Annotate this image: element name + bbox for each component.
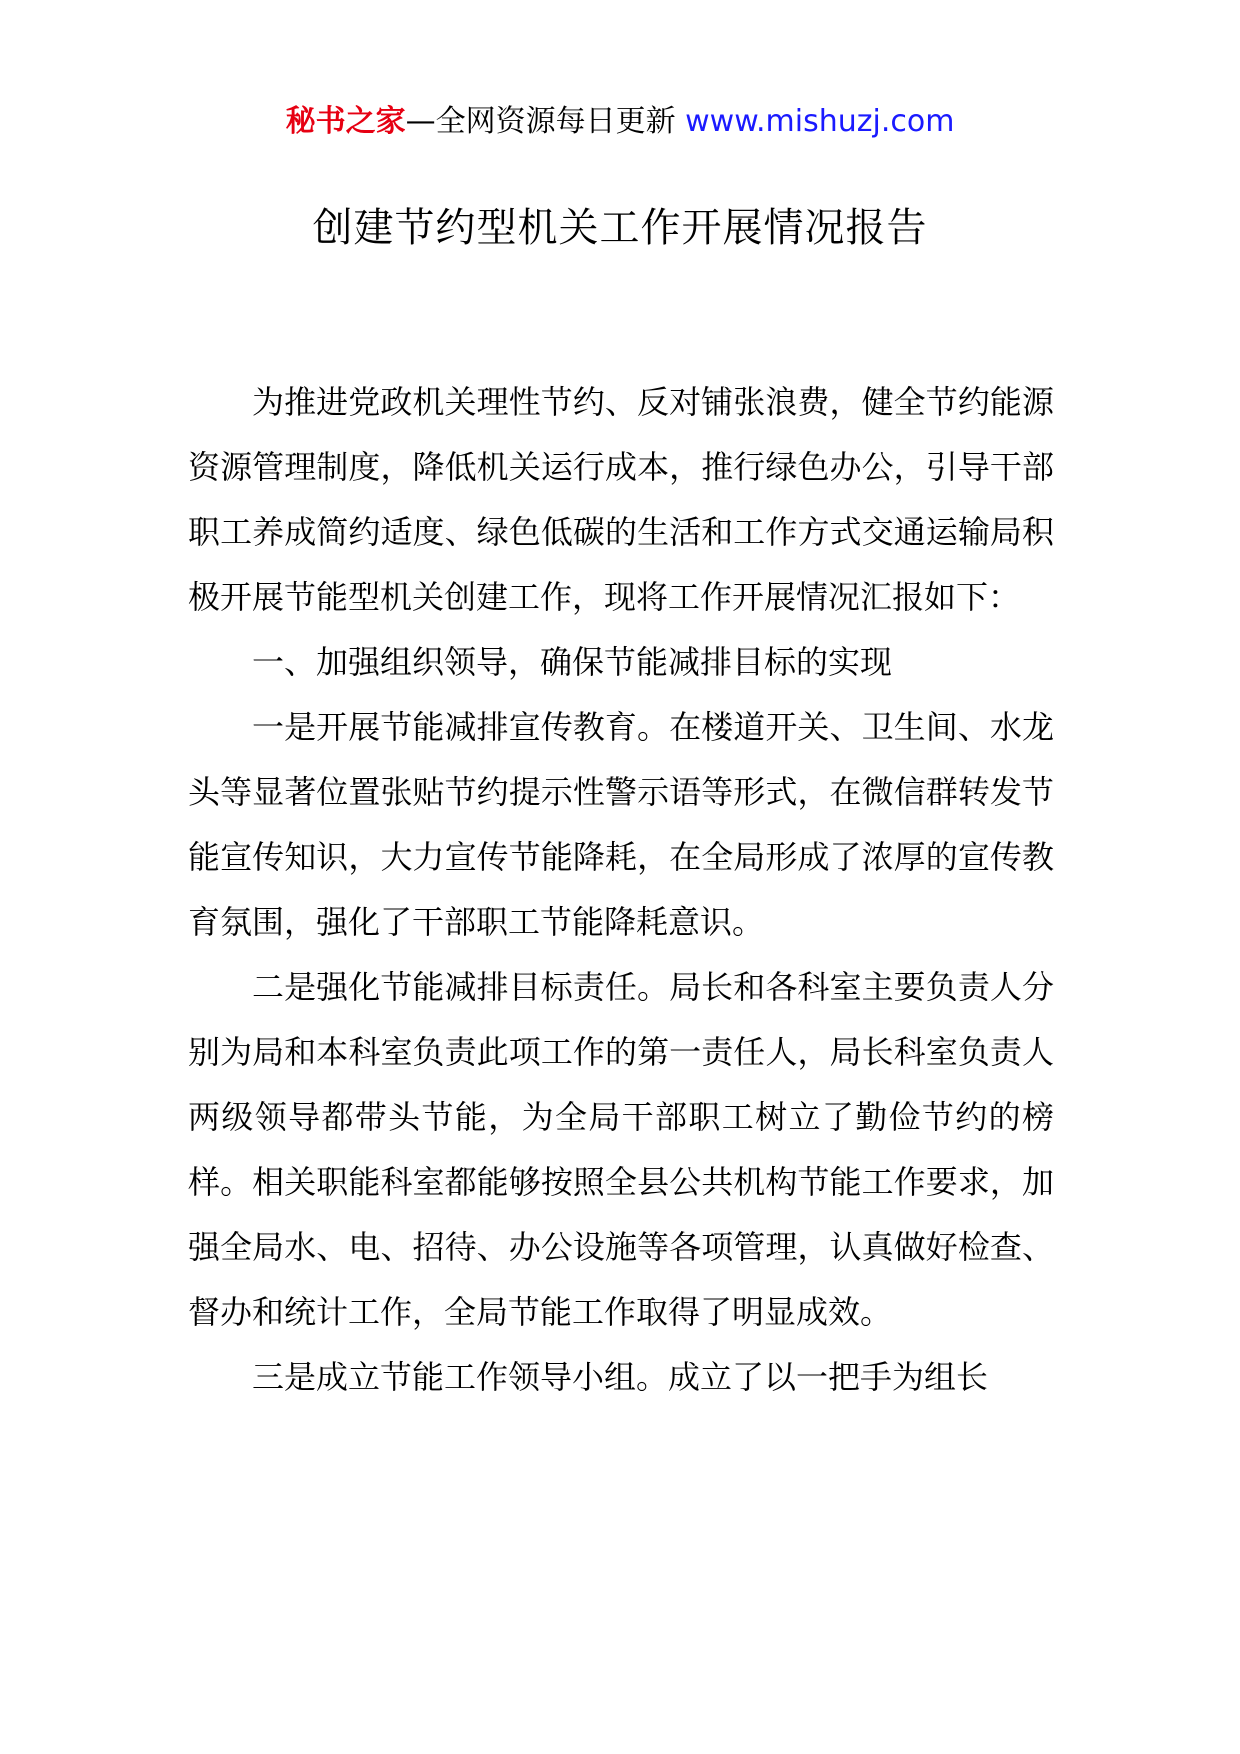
section-heading-1: 一、加强组织领导，确保节能减排目标的实现	[252, 643, 893, 681]
document-title: 创建节约型机关工作开展情况报告	[312, 205, 928, 251]
paragraph-item-1: 一是开展节能减排宣传教育。在楼道开关、卫生间、水龙头等显著位置张贴节约提示性警示语等形式，在微信群转发节能宣传知识，大力宣传节能降耗，在全局形成了浓厚的宣传教育氛围，强化了干部职工节能降耗意识。	[188, 708, 1054, 941]
paragraph-intro: 为推进党政机关理性节约、反对铺张浪费，健全节约能源资源管理制度，降低机关运行成本，推行绿色办公，引导干部职工养成简约适度、绿色低碳的生活和工作方式交通运输局积极开展节能型机关创建工作，现将工作开展情况汇报如下：	[188, 383, 1054, 616]
document-body	[188, 370, 1054, 1410]
site-url-link[interactable]: www.mishuzj.com	[685, 104, 955, 139]
paragraph-item-3: 三是成立节能工作领导小组。成立了以一把手为组长	[252, 1358, 989, 1396]
paragraph-item-2: 二是强化节能减排目标责任。局长和各科室主要负责人分别为局和本科室负责此项工作的第一责任人，局长科室负责人两级领导都带头节能，为全局干部职工树立了勤俭节约的榜样。相关职能科室都能够按照全县公共机构节能工作要求，加强全局水、电、招待、办公设施等各项管理，认真做好检查、督办和统计工作，全局节能工作取得了明显成效。	[188, 968, 1054, 1331]
site-header	[0, 100, 1240, 144]
site-brand: 秘书之家	[285, 104, 406, 139]
site-tagline: —全网资源每日更新	[405, 104, 676, 139]
